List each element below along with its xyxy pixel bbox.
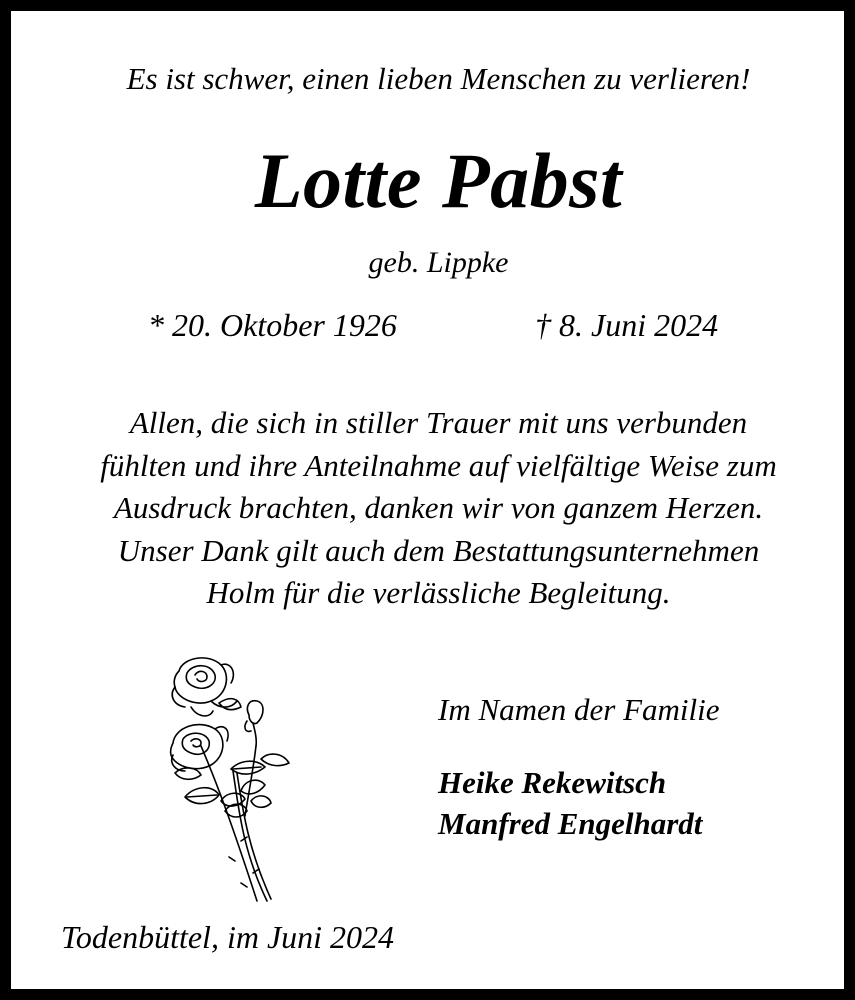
signer-name: Heike Rekewitsch (438, 765, 667, 800)
birth-date: * 20. Oktober 1926 (148, 307, 397, 343)
maiden-name: geb. Lippke (368, 246, 509, 279)
death-date: † 8. Juni 2024 (535, 307, 719, 343)
thanks-text (11, 402, 855, 615)
thanks-line: Allen, die sich in stiller Trauer mit uns verbunden (129, 405, 748, 440)
thanks-line: Ausdruck brachten, danken wir von ganzem Herzen. (113, 490, 764, 525)
deceased-name: Lotte Pabst (254, 137, 623, 224)
thanks-line: fühlten und ihre Anteilnahme auf vielfältige Weise zum (100, 447, 777, 483)
signers (438, 762, 702, 844)
rose-illustration-icon (161, 651, 301, 906)
family-line: Im Namen der Familie (438, 692, 720, 727)
opening-quote: Es ist schwer, einen lieben Menschen zu verlieren! (126, 61, 751, 96)
thanks-line: Holm für die verlässliche Begleitung. (206, 575, 671, 610)
signer-name: Manfred Engelhardt (438, 806, 703, 841)
thanks-line: Unser Dank gilt auch dem Bestattungsunternehmen (117, 532, 760, 568)
place-date: Todenbüttel, im Juni 2024 (61, 919, 395, 955)
